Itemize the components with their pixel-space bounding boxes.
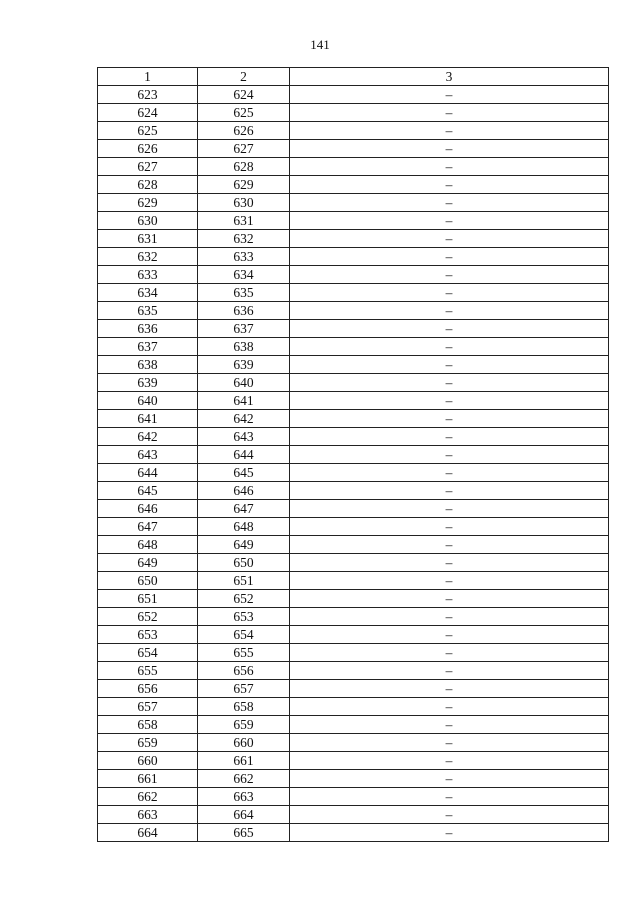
table-cell-col-2: 626 — [198, 122, 290, 140]
table-row — [98, 482, 609, 500]
table-cell-col-1: 626 — [98, 140, 198, 158]
table-row — [98, 608, 609, 626]
table-cell-col-3: – — [290, 104, 609, 122]
table-cell-col-1: 657 — [98, 698, 198, 716]
table-cell-col-3: – — [290, 680, 609, 698]
table-row — [98, 392, 609, 410]
table-cell-col-2: 662 — [198, 770, 290, 788]
table-row — [98, 122, 609, 140]
table-cell-col-2: 628 — [198, 158, 290, 176]
table-cell-col-2: 660 — [198, 734, 290, 752]
table-cell-col-1: 646 — [98, 500, 198, 518]
table-cell-col-1: 641 — [98, 410, 198, 428]
table-cell-col-3: – — [290, 554, 609, 572]
table-cell-col-1: 658 — [98, 716, 198, 734]
table-row — [98, 158, 609, 176]
table-cell-col-3: – — [290, 212, 609, 230]
table-cell-col-1: 661 — [98, 770, 198, 788]
column-header-3: 3 — [290, 68, 609, 86]
table-cell-col-1: 655 — [98, 662, 198, 680]
table-cell-col-1: 636 — [98, 320, 198, 338]
table-cell-col-1: 660 — [98, 752, 198, 770]
table-row — [98, 428, 609, 446]
table-row — [98, 554, 609, 572]
table-cell-col-1: 627 — [98, 158, 198, 176]
column-header-1: 1 — [98, 68, 198, 86]
table-row — [98, 788, 609, 806]
table-cell-col-3: – — [290, 788, 609, 806]
table-cell-col-3: – — [290, 140, 609, 158]
table-cell-col-1: 639 — [98, 374, 198, 392]
table-cell-col-1: 640 — [98, 392, 198, 410]
table-row — [98, 230, 609, 248]
table-cell-col-2: 624 — [198, 86, 290, 104]
table-cell-col-2: 630 — [198, 194, 290, 212]
table-cell-col-2: 653 — [198, 608, 290, 626]
table-cell-col-3: – — [290, 86, 609, 104]
table-cell-col-1: 650 — [98, 572, 198, 590]
table-cell-col-1: 648 — [98, 536, 198, 554]
table-cell-col-3: – — [290, 194, 609, 212]
table-cell-col-2: 640 — [198, 374, 290, 392]
table-cell-col-2: 627 — [198, 140, 290, 158]
table-cell-col-2: 637 — [198, 320, 290, 338]
table-cell-col-2: 652 — [198, 590, 290, 608]
table-row — [98, 374, 609, 392]
table-cell-col-1: 624 — [98, 104, 198, 122]
table-cell-col-2: 644 — [198, 446, 290, 464]
data-table — [97, 67, 609, 842]
table-row — [98, 698, 609, 716]
table-cell-col-2: 659 — [198, 716, 290, 734]
table-cell-col-3: – — [290, 464, 609, 482]
table-cell-col-1: 662 — [98, 788, 198, 806]
table-cell-col-3: – — [290, 608, 609, 626]
table-cell-col-3: – — [290, 320, 609, 338]
table-row — [98, 338, 609, 356]
table-cell-col-2: 654 — [198, 626, 290, 644]
table-cell-col-1: 631 — [98, 230, 198, 248]
table-row — [98, 248, 609, 266]
table-cell-col-3: – — [290, 374, 609, 392]
table-cell-col-2: 642 — [198, 410, 290, 428]
table-cell-col-2: 650 — [198, 554, 290, 572]
table-cell-col-3: – — [290, 446, 609, 464]
table-cell-col-2: 647 — [198, 500, 290, 518]
table-cell-col-2: 641 — [198, 392, 290, 410]
table-row — [98, 680, 609, 698]
table-cell-col-2: 625 — [198, 104, 290, 122]
table-cell-col-2: 636 — [198, 302, 290, 320]
table-cell-col-3: – — [290, 770, 609, 788]
table-cell-col-2: 632 — [198, 230, 290, 248]
table-cell-col-2: 638 — [198, 338, 290, 356]
table-cell-col-1: 642 — [98, 428, 198, 446]
table-row — [98, 518, 609, 536]
table-cell-col-1: 623 — [98, 86, 198, 104]
table-cell-col-3: – — [290, 266, 609, 284]
table-cell-col-3: – — [290, 752, 609, 770]
table-cell-col-2: 664 — [198, 806, 290, 824]
table-cell-col-1: 629 — [98, 194, 198, 212]
table-row — [98, 140, 609, 158]
table-cell-col-3: – — [290, 338, 609, 356]
table-row — [98, 410, 609, 428]
table-cell-col-2: 643 — [198, 428, 290, 446]
column-header-2: 2 — [198, 68, 290, 86]
table-cell-col-3: – — [290, 644, 609, 662]
table-row — [98, 662, 609, 680]
table-cell-col-3: – — [290, 482, 609, 500]
table-cell-col-1: 654 — [98, 644, 198, 662]
table-row — [98, 572, 609, 590]
table-cell-col-2: 634 — [198, 266, 290, 284]
table-cell-col-1: 630 — [98, 212, 198, 230]
table-row — [98, 752, 609, 770]
table-row — [98, 536, 609, 554]
table-cell-col-3: – — [290, 806, 609, 824]
table-row — [98, 104, 609, 122]
table-row — [98, 356, 609, 374]
table-cell-col-3: – — [290, 284, 609, 302]
table-cell-col-1: 634 — [98, 284, 198, 302]
table-header-row — [98, 68, 609, 86]
table-body — [98, 86, 609, 842]
table-cell-col-2: 648 — [198, 518, 290, 536]
table-cell-col-1: 656 — [98, 680, 198, 698]
table-cell-col-2: 656 — [198, 662, 290, 680]
table-cell-col-3: – — [290, 518, 609, 536]
table-cell-col-3: – — [290, 158, 609, 176]
table-cell-col-1: 664 — [98, 824, 198, 842]
table-cell-col-1: 652 — [98, 608, 198, 626]
table-cell-col-3: – — [290, 176, 609, 194]
table-row — [98, 284, 609, 302]
table-cell-col-3: – — [290, 716, 609, 734]
table-row — [98, 266, 609, 284]
table-cell-col-1: 645 — [98, 482, 198, 500]
table-cell-col-1: 663 — [98, 806, 198, 824]
table-cell-col-2: 645 — [198, 464, 290, 482]
table-cell-col-2: 646 — [198, 482, 290, 500]
table-row — [98, 176, 609, 194]
table-row — [98, 734, 609, 752]
table-cell-col-1: 632 — [98, 248, 198, 266]
table-cell-col-1: 659 — [98, 734, 198, 752]
table-cell-col-2: 655 — [198, 644, 290, 662]
table-cell-col-1: 644 — [98, 464, 198, 482]
table-cell-col-1: 653 — [98, 626, 198, 644]
table-row — [98, 806, 609, 824]
table-cell-col-3: – — [290, 410, 609, 428]
table-cell-col-2: 651 — [198, 572, 290, 590]
table-row — [98, 302, 609, 320]
table-row — [98, 86, 609, 104]
table-cell-col-1: 628 — [98, 176, 198, 194]
table-cell-col-1: 635 — [98, 302, 198, 320]
table-cell-col-1: 649 — [98, 554, 198, 572]
table-cell-col-2: 658 — [198, 698, 290, 716]
table-cell-col-3: – — [290, 662, 609, 680]
table-cell-col-3: – — [290, 626, 609, 644]
table-row — [98, 320, 609, 338]
table-row — [98, 194, 609, 212]
table-cell-col-3: – — [290, 230, 609, 248]
table-cell-col-3: – — [290, 698, 609, 716]
table-row — [98, 500, 609, 518]
table-cell-col-3: – — [290, 536, 609, 554]
table-cell-col-1: 651 — [98, 590, 198, 608]
table-cell-col-1: 643 — [98, 446, 198, 464]
table-row — [98, 590, 609, 608]
table-cell-col-3: – — [290, 122, 609, 140]
table-cell-col-1: 637 — [98, 338, 198, 356]
table-cell-col-2: 657 — [198, 680, 290, 698]
table-cell-col-1: 638 — [98, 356, 198, 374]
page-number: 141 — [310, 37, 330, 52]
table-cell-col-3: – — [290, 572, 609, 590]
table-cell-col-2: 639 — [198, 356, 290, 374]
table-cell-col-2: 631 — [198, 212, 290, 230]
table-cell-col-1: 633 — [98, 266, 198, 284]
table-cell-col-3: – — [290, 248, 609, 266]
table-cell-col-1: 647 — [98, 518, 198, 536]
table-cell-col-3: – — [290, 302, 609, 320]
table-cell-col-3: – — [290, 734, 609, 752]
table-row — [98, 824, 609, 842]
table-cell-col-2: 633 — [198, 248, 290, 266]
table-cell-col-2: 665 — [198, 824, 290, 842]
table-row — [98, 446, 609, 464]
table-cell-col-3: – — [290, 428, 609, 446]
table-cell-col-2: 649 — [198, 536, 290, 554]
table-cell-col-3: – — [290, 824, 609, 842]
table-row — [98, 644, 609, 662]
table-cell-col-2: 629 — [198, 176, 290, 194]
table-cell-col-3: – — [290, 392, 609, 410]
table-row — [98, 212, 609, 230]
table-row — [98, 770, 609, 788]
table-cell-col-3: – — [290, 356, 609, 374]
table-cell-col-1: 625 — [98, 122, 198, 140]
table-row — [98, 626, 609, 644]
table-cell-col-2: 663 — [198, 788, 290, 806]
table-cell-col-2: 635 — [198, 284, 290, 302]
table-row — [98, 464, 609, 482]
table-cell-col-3: – — [290, 590, 609, 608]
table-cell-col-3: – — [290, 500, 609, 518]
table-row — [98, 716, 609, 734]
table-cell-col-2: 661 — [198, 752, 290, 770]
